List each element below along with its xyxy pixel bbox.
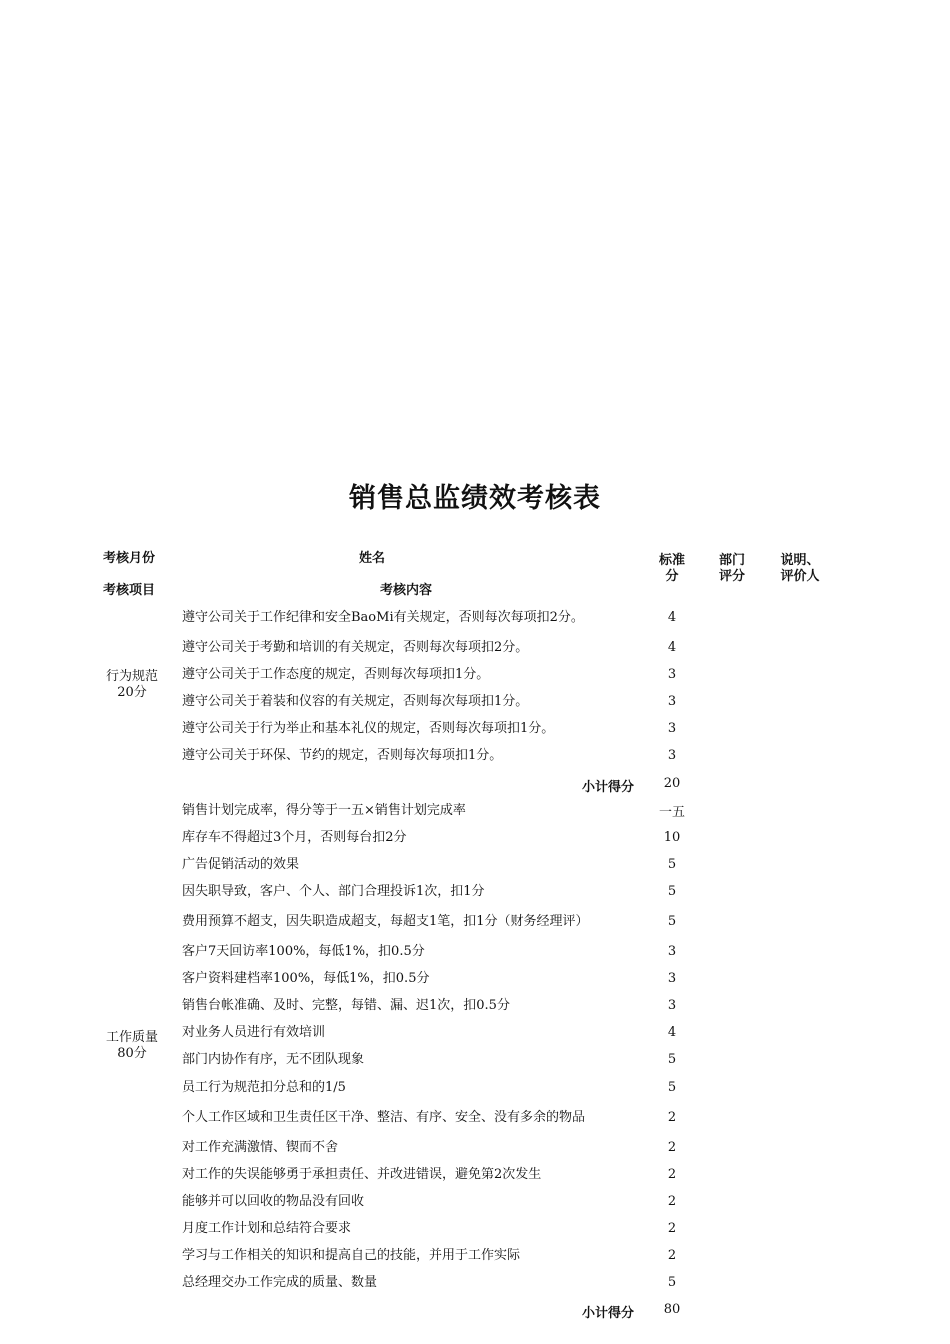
criterion-text: 销售台帐准确、及时、完整，每错、漏、迟1次，扣0.5分 bbox=[182, 998, 510, 1014]
standard-score: 3 bbox=[667, 998, 677, 1014]
criterion-text: 对业务人员进行有效培训 bbox=[182, 1025, 326, 1041]
criterion-text: 遵守公司关于考勤和培训的有关规定，否则每次每项扣2分。 bbox=[182, 640, 529, 656]
criterion-text: 遵守公司关于工作纪律和安全BaoMi有关规定，否则每次每项扣2分。 bbox=[182, 610, 584, 625]
category-label-line: 行为规范 bbox=[105, 669, 158, 685]
standard-score: 3 bbox=[667, 748, 677, 764]
criterion-text: 学习与工作相关的知识和提高自己的技能，并用于工作实际 bbox=[182, 1248, 521, 1264]
page-title: 销售总监绩效考核表 bbox=[349, 483, 601, 514]
criterion-text: 客户资料建档率100%，每低1%，扣0.5分 bbox=[182, 971, 430, 987]
dept-score-header-line2: 评分 bbox=[718, 569, 745, 584]
std-score-header-line1: 标准 bbox=[658, 553, 685, 568]
standard-score: 5 bbox=[667, 856, 677, 872]
category-label bbox=[92, 669, 172, 701]
subtotal-score: 20 bbox=[663, 775, 681, 791]
standard-score: 10 bbox=[663, 829, 681, 845]
criterion-text: 部门内协作有序，无不团队现象 bbox=[182, 1052, 365, 1068]
criterion-text: 月度工作计划和总结符合要求 bbox=[182, 1220, 352, 1236]
category-label-line: 20分 bbox=[117, 685, 147, 701]
note-header-line2: 评价人 bbox=[780, 569, 820, 584]
criterion-text: 对工作充满激情、锲而不舍 bbox=[182, 1139, 339, 1155]
criterion-text: 遵守公司关于行为举止和基本礼仪的规定，否则每次每项扣1分。 bbox=[182, 721, 555, 737]
dept-score-header bbox=[712, 553, 752, 585]
dept-score-header-line1: 部门 bbox=[718, 553, 745, 568]
subtotal-score: 80 bbox=[663, 1302, 681, 1318]
standard-score: 3 bbox=[667, 694, 677, 710]
standard-score: 5 bbox=[667, 883, 677, 899]
item-label: 考核项目 bbox=[103, 583, 156, 598]
std-score-header bbox=[650, 553, 694, 585]
standard-score: 一五 bbox=[658, 804, 685, 820]
criterion-text: 能够并可以回收的物品没有回收 bbox=[182, 1193, 365, 1209]
criterion-text: 客户7天回访率100%，每低1%，扣0.5分 bbox=[182, 944, 425, 960]
note-header-line1: 说明、 bbox=[780, 553, 820, 568]
criterion-text: 遵守公司关于着装和仪容的有关规定，否则每次每项扣1分。 bbox=[182, 694, 529, 710]
category-label-line: 工作质量 bbox=[105, 1030, 158, 1046]
criterion-text: 费用预算不超支，因失职造成超支，每超支1笔，扣1分（财务经理评） bbox=[182, 914, 589, 929]
standard-score: 2 bbox=[667, 1109, 677, 1125]
criterion-text: 遵守公司关于工作态度的规定，否则每次每项扣1分。 bbox=[182, 667, 490, 683]
criterion-text: 因失职导致，客户、个人、部门合理投诉1次，扣1分 bbox=[182, 883, 485, 899]
standard-score: 5 bbox=[667, 1275, 677, 1291]
category-label-line: 80分 bbox=[117, 1046, 147, 1062]
name-label: 姓名 bbox=[359, 551, 386, 566]
standard-score: 2 bbox=[667, 1166, 677, 1182]
std-score-header-line2: 分 bbox=[665, 569, 679, 584]
standard-score: 2 bbox=[667, 1220, 677, 1236]
criterion-text: 广告促销活动的效果 bbox=[182, 856, 300, 872]
criterion-text: 员工行为规范扣分总和的1/5 bbox=[182, 1079, 346, 1095]
subtotal-label: 小计得分 bbox=[581, 779, 634, 795]
standard-score: 2 bbox=[667, 1248, 677, 1264]
criterion-text: 库存车不得超过3个月，否则每台扣2分 bbox=[182, 829, 407, 845]
standard-score: 4 bbox=[667, 640, 677, 656]
criterion-text: 遵守公司关于环保、节约的规定，否则每次每项扣1分。 bbox=[182, 748, 503, 764]
criterion-text: 销售计划完成率，得分等于一五×销售计划完成率 bbox=[182, 802, 466, 818]
note-header bbox=[772, 553, 828, 585]
standard-score: 4 bbox=[667, 1025, 677, 1041]
content-label: 考核内容 bbox=[380, 583, 433, 598]
standard-score: 2 bbox=[667, 1193, 677, 1209]
criterion-text: 个人工作区域和卫生责任区干净、整洁、有序、安全、没有多余的物品 bbox=[182, 1109, 586, 1125]
standard-score: 5 bbox=[667, 1079, 677, 1095]
criterion-text: 总经理交办工作完成的质量、数量 bbox=[182, 1275, 378, 1291]
standard-score: 3 bbox=[667, 667, 677, 683]
standard-score: 4 bbox=[667, 610, 677, 625]
subtotal-label: 小计得分 bbox=[581, 1306, 634, 1322]
month-label: 考核月份 bbox=[103, 551, 156, 566]
criterion-text: 对工作的失误能够勇于承担责任、并改进错误，避免第2次发生 bbox=[182, 1166, 542, 1182]
standard-score: 3 bbox=[667, 721, 677, 737]
standard-score: 3 bbox=[667, 971, 677, 987]
standard-score: 5 bbox=[667, 914, 677, 929]
category-label bbox=[92, 1030, 172, 1062]
standard-score: 2 bbox=[667, 1139, 677, 1155]
standard-score: 5 bbox=[667, 1052, 677, 1068]
standard-score: 3 bbox=[667, 944, 677, 960]
